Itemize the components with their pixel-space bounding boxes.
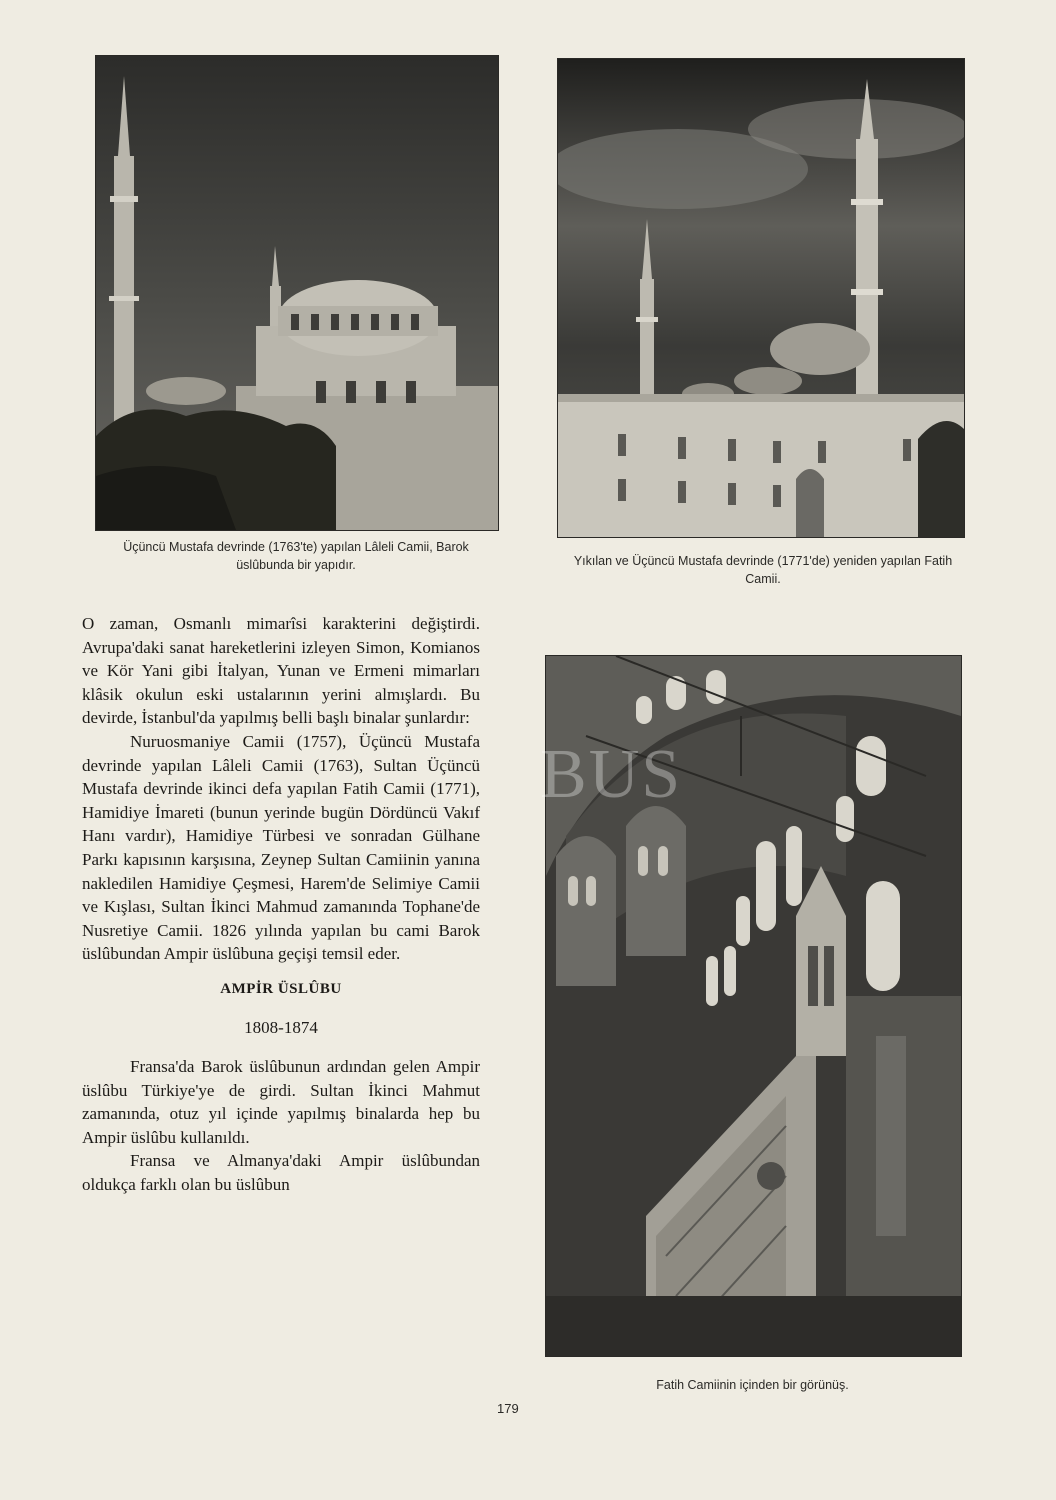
fatih-exterior-photo-caption: Yıkılan ve Üçüncü Mustafa devrinde (1771'de) yeniden yapılan Fatih Camii.: [573, 554, 953, 586]
body-paragraph: Fransa ve Almanya'daki Ampir üslûbundan oldukça farklı olan bu üslûbun: [82, 1151, 480, 1195]
section-years: 1808-1874: [244, 1017, 318, 1037]
page-number: 179: [497, 1401, 519, 1416]
body-paragraph: Fransa'da Barok üslûbunun ardından gelen Ampir üslûbu Türkiye'ye de girdi. Sultan İkinci Mahmut zamanında, otuz yıl içinde yapılmış binalarda hep bu Ampir üslûbu kullanıldı.: [82, 1057, 480, 1147]
article-body: [82, 612, 480, 1197]
section-title: AMPİR ÜSLÛBU: [220, 980, 342, 997]
body-paragraph: O zaman, Osmanlı mimarîsi karakterini değiştirdi. Avrupa'daki sanat hareketlerini izleyen Simon, Komianos ve Kör Yani gibi İtalyan, Yunan ve Ermeni mimarları klâsik okulun eski ustalarının yerini almışlardı. Bu devirde, İstanbul'da yapılmış belli başlı binalar şunlardır:: [82, 614, 480, 728]
fatih-interior-photo-caption: Fatih Camiinin içinden bir görünüş.: [656, 1378, 849, 1392]
laleli-mosque-photo: [95, 55, 499, 531]
fatih-mosque-exterior-photo: [557, 58, 965, 538]
watermark-text: BUS: [540, 736, 683, 813]
laleli-photo-caption: Üçüncü Mustafa devrinde (1763'te) yapılan Lâleli Camii, Barok üslûbunda bir yapıdır.: [123, 540, 469, 572]
body-paragraph: Nuruosmaniye Camii (1757), Üçüncü Mustafa devrinde yapılan Lâleli Camii (1763), Sultan Üçüncü Mustafa devrinde ikinci defa yapılan Fatih Camii (1771), Hamidiye İmareti (bunun yerinde bugün Dördüncü Vakıf Hanı vardır), Hamidiye Türbesi ve sonradan Gülhane Parkı kapısının karşısına, Zeynep Sultan Camiinin yanına nakledilen Hamidiye Çeşmesi, Harem'de Selimiye Camii ve Kışlası, Sultan İkinci Mahmud zamanında Tophane'de Nusretiye Camii. 1826 yılında yapılan bu cami Barok üslûbundan Ampir üslûbuna geçişi temsil eder.: [82, 731, 480, 964]
